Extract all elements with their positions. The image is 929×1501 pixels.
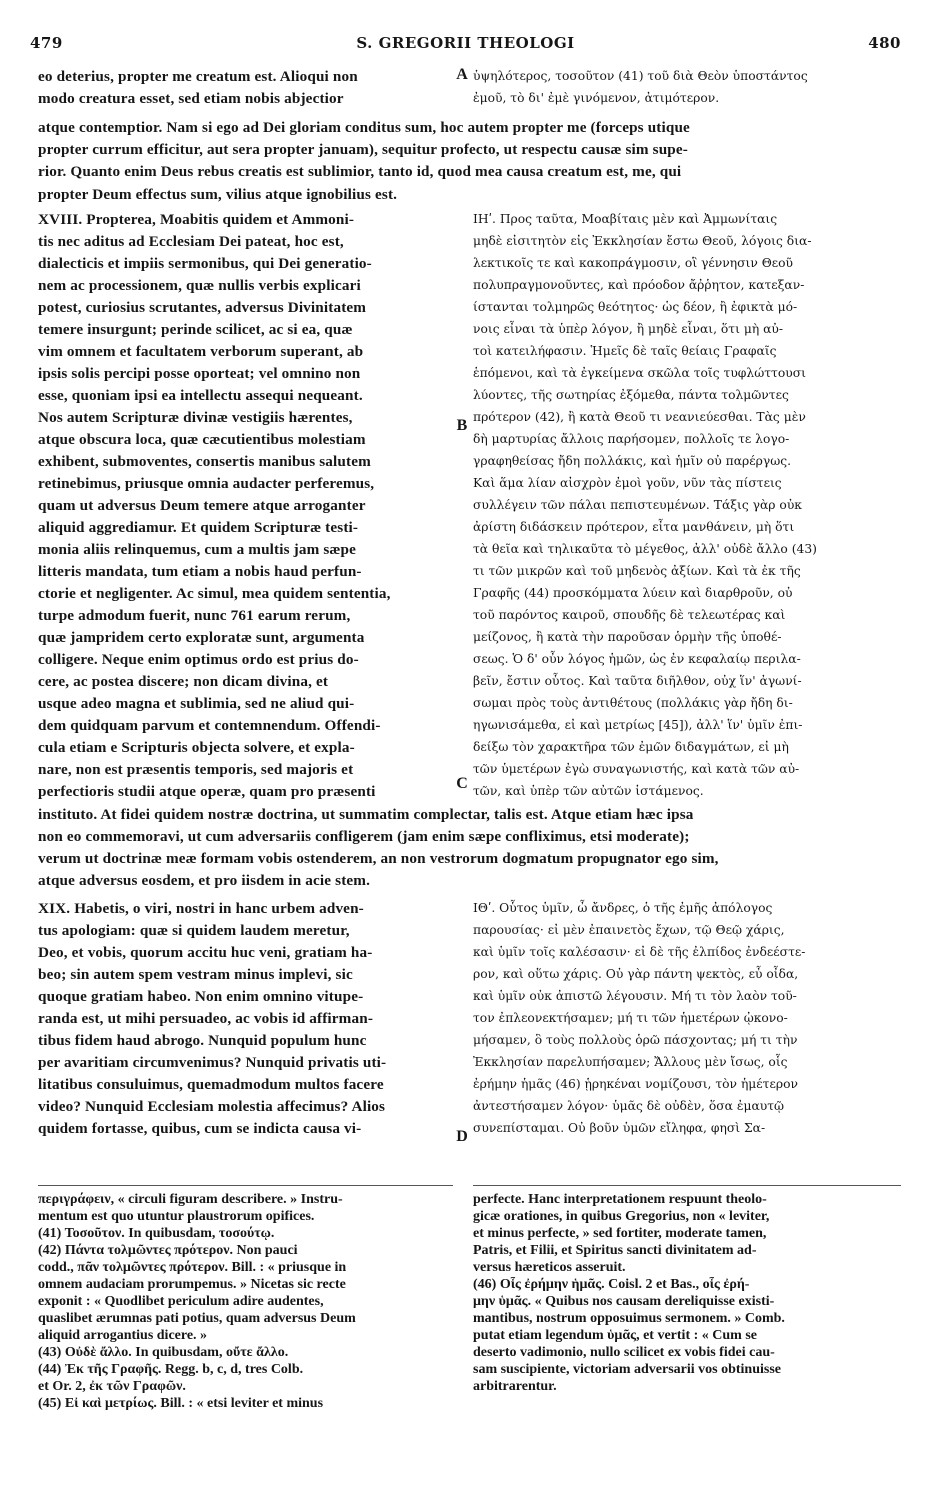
latin-line: ipsis solis percipi posse oporteat; vel omnino non bbox=[38, 365, 361, 382]
running-title: S. GREGORII THEOLOGI bbox=[356, 34, 575, 52]
latin-line: beo; sin autem spem vestram minus implevi, sic bbox=[38, 966, 353, 983]
footnote-line: sam suscipiente, victoriam adversarii vos obtinuisse bbox=[473, 1362, 781, 1377]
latin-line: quoque gratiam habeo. Non enim omnino vitupe- bbox=[38, 988, 364, 1005]
greek-line: τοῦ παρόντος καιροῦ, σπουδῆς δὲ τελεωτέρας καὶ bbox=[473, 608, 786, 622]
greek-line: καὶ ὑμῖν τοῖς καλέσασιν· εἰ δὲ τῆς ἐλπίδος ἐνδεέστε- bbox=[473, 945, 806, 959]
latin-line: rior. Quanto enim Deus rebus creatis est sublimior, tanto id, quod mea causa creatum est, me, qui bbox=[38, 163, 682, 180]
latin-line: perfectioris studii atque operæ, quam pro præsenti bbox=[38, 783, 376, 800]
greek-line: συλλέγειν τῶν πάλαι πεπιστευμένων. Τάξις γὰρ οὐκ bbox=[473, 498, 802, 512]
latin-line: vim omnem et facultatem verborum superant, ab bbox=[38, 343, 364, 360]
footnote-line: (45) Εἰ καὶ μετρίως. Bill. : « etsi leviter et minus bbox=[38, 1396, 324, 1411]
footnote-line: putat etiam legendum ὑμᾶς, et vertit : « Cum se bbox=[473, 1328, 757, 1343]
latin-line: instituto. At fidei quidem nostræ doctrina, ut summatim complectar, talis est. Atque etiam hæc ipsa bbox=[38, 806, 694, 823]
latin-line: nare, non est præsentis temporis, sed majoris et bbox=[38, 761, 354, 778]
latin-line: ctorie et negligenter. Ac simul, mea quidem sententia, bbox=[38, 585, 391, 602]
latin-line: quidem fortasse, quibus, cum se indicta causa vi- bbox=[38, 1120, 362, 1137]
footnote-line: μην ὑμᾶς. « Quibus nos causam dereliquisse existi- bbox=[473, 1294, 775, 1309]
greek-line: ὑψηλότερος, τοσοῦτον (41) τοῦ διὰ Θεὸν ὑποστάντος bbox=[473, 69, 808, 83]
latin-line: atque obscura loca, quæ cæcutientibus molestiam bbox=[38, 431, 366, 448]
greek-line: τι τῶν μικρῶν καὶ τοῦ μηδενὸς ἀξίων. Καὶ τὰ ἐκ τῆς bbox=[473, 564, 801, 578]
footnote-line: (43) Οὐδὲ ἄλλο. In quibusdam, οὔτε ἄλλο. bbox=[38, 1345, 289, 1360]
latin-line: usque adeo magna et sublimia, sed ne aliud qui- bbox=[38, 695, 355, 712]
greek-line: μήσαμεν, ὃ τοὺς πολλοὺς ὁρῶ πάσχοντας; μή τι τὴν bbox=[473, 1033, 798, 1047]
greek-line: Ἐκκλησίαν παρελυπήσαμεν; Ἄλλους μὲν ἴσως, οἷς bbox=[473, 1055, 788, 1069]
footnote-line: exponit : « Quodlibet periculum adire audentes, bbox=[38, 1294, 324, 1309]
latin-line: dem quidquam parvum et contemnendum. Offendi- bbox=[38, 717, 381, 734]
latin-line: cula etiam e Scripturis objecta solvere, et expla- bbox=[38, 739, 355, 756]
latin-line: exhibent, submoventes, consertis manibus salutem bbox=[38, 453, 371, 470]
latin-line: temere insurgunt; perinde scilicet, ac si ea, quæ bbox=[38, 321, 353, 338]
margin-letter-d: D bbox=[456, 1128, 468, 1145]
greek-line: ἐμοῦ, τὸ δι' ἐμὲ γινόμενον, ἀτιμότερον. bbox=[473, 91, 720, 105]
greek-line: ίστανται τολμηρῶς θεότητος· ὡς δέον, ἢ ἐφικτὰ μό- bbox=[473, 300, 798, 314]
latin-line: eo deterius, propter me creatum est. Alioqui non bbox=[38, 68, 358, 85]
greek-line: σεως. Ὁ δ' οὖν λόγος ἡμῶν, ὡς ἐν κεφαλαίῳ περιλα- bbox=[473, 652, 801, 666]
latin-line: Nos autem Scripturæ divinæ vestigiis hærentes, bbox=[38, 409, 353, 426]
footnote-line: (44) Ἐκ τῆς Γραφῆς. Regg. b, c, d, tres Colb. bbox=[38, 1362, 304, 1377]
greek-line: δείξω τὸν χαρακτῆρα τῶν ἐμῶν διδαγμάτων, εἰ μὴ bbox=[473, 740, 789, 754]
page-number-left: 479 bbox=[30, 34, 63, 52]
greek-line: μηδὲ εἰσιτητὸν εἰς Ἐκκλησίαν ἔστω Θεοῦ, λόγοις δια- bbox=[473, 234, 812, 248]
latin-line: cere, ac postea discere; non dicam divina, et bbox=[38, 673, 329, 690]
greek-line: Γραφῆς (44) προσκόμματα λύειν καὶ διαρθροῦν, οὐ bbox=[473, 586, 793, 600]
footnote-line: περιγράφειν, « circuli figuram describere. » Instru- bbox=[38, 1192, 343, 1207]
latin-line: potest, curiosius scrutantes, adversus Divinitatem bbox=[38, 299, 367, 316]
footnote-rule-left bbox=[38, 1185, 453, 1186]
margin-letter-c: C bbox=[456, 775, 468, 792]
greek-line: τῶν, καὶ ὑπὲρ τῶν αὐτῶν ἱστάμενος. bbox=[473, 784, 704, 798]
greek-line: τὰ θεῖα καὶ τηλικαῦτα τὸ μέγεθος, ἀλλ' οὐδὲ ἄλλο (43) bbox=[473, 542, 817, 556]
latin-line: tibus fidem haud abrogo. Nunquid populum hunc bbox=[38, 1032, 367, 1049]
greek-line: πρότερον (42), ἢ κατὰ Θεοῦ τι νεανιεύεσθαι. Τὰς μὲν bbox=[473, 410, 806, 424]
greek-line: καὶ ὑμῖν οὐκ ἀπιστῶ λέγουσιν. Μή τι τὸν λαὸν τοῦ- bbox=[473, 989, 797, 1003]
latin-line: Deo, et vobis, quorum accitu huc veni, gratiam ha- bbox=[38, 944, 373, 961]
latin-line: esse, quoniam ipsi ea intellectu assequi nequeant. bbox=[38, 387, 363, 404]
footnote-line: mentum est quo utuntur plaustrorum opifices. bbox=[38, 1209, 315, 1224]
footnote-line: omnem audaciam prorumpemus. » Nicetas sic recte bbox=[38, 1277, 346, 1292]
greek-line: ἀρίστη διδάσκειν πρότερον, εἶτα μανθάνειν, μὴ ὅτι bbox=[473, 520, 795, 534]
margin-letter-a: A bbox=[456, 66, 468, 83]
greek-line: ἑπόμενοι, καὶ τὰ ἐγκείμενα σκῶλα τοῖς τυφλώττουσι bbox=[473, 366, 806, 380]
latin-line bbox=[38, 1140, 453, 1161]
page-number-right: 480 bbox=[868, 34, 901, 52]
footnote-line: codd., πᾶν τολμῶντες πρότερον. Bill. : « priusque in bbox=[38, 1260, 347, 1275]
footnote-line: aliquid arrogantius dicere. » bbox=[38, 1328, 208, 1343]
latin-line: video? Nunquid Ecclesiam molestia affecimus? Alios bbox=[38, 1098, 386, 1115]
footnote-line: arbitrarentur. bbox=[473, 1379, 557, 1394]
latin-line: atque contemptior. Nam si ego ad Dei gloriam conditus sum, hoc autem propter me (forceps utique bbox=[38, 119, 690, 136]
greek-line: γραφηθείσας ἤδη πολλάκις, καὶ ἡμῖν οὐ παρέργως. bbox=[473, 454, 792, 468]
greek-line: ἀντεστήσαμεν λόγον· ὑμᾶς δὲ οὐδὲν, ὅσα ἐμαυτῷ bbox=[473, 1099, 785, 1113]
margin-letter-b: B bbox=[456, 417, 468, 434]
footnote-rule-right bbox=[473, 1185, 901, 1186]
latin-line: aliquid aggrediamur. Et quidem Scripturæ testi- bbox=[38, 519, 359, 536]
footnote-line: (46) Οἷς ἐρήμην ἡμᾶς. Coisl. 2 et Bas., οἷς ἐρή- bbox=[473, 1277, 750, 1292]
greek-line: δὴ μαρτυρίας ἄλλοις παρήσομεν, πολλοῖς τε λογο- bbox=[473, 432, 790, 446]
latin-line: nem ac processionem, quæ nullis verbis explicari bbox=[38, 277, 361, 294]
latin-line: litteris mandata, tum etiam a nobis haud perfun- bbox=[38, 563, 362, 580]
greek-line: νοις εἶναι τὰ ὑπὲρ λόγον, ἢ μηδὲ εἶναι, ὅτι μὴ αὐ- bbox=[473, 322, 784, 336]
latin-line: litatibus consuluimus, quemadmodum multos facere bbox=[38, 1076, 384, 1093]
latin-line: dialecticis et impiis sermonibus, qui Dei generatio- bbox=[38, 255, 372, 272]
latin-line: colligere. Neque enim optimus ordo est prius do- bbox=[38, 651, 359, 668]
greek-line: ηγωνισάμεθα, εἰ καὶ μετρίως [45]), ἀλλ' ἵν' ὑμῖν ἐπι- bbox=[473, 718, 803, 732]
greek-line: ρον, καὶ οὕτω χάρις. Οὐ γὰρ πάντη ψεκτὸς, εὖ οἶδα, bbox=[473, 967, 799, 981]
footnote-line: (42) Πάντα τολμῶντες πρότερον. Non pauci bbox=[38, 1243, 298, 1258]
greek-line: συνεπίσταμαι. Οὐ βοῦν ὑμῶν εἴληφα, φησὶ Σα- bbox=[473, 1121, 766, 1135]
latin-line: monia aliis relinquemus, cum a multis jam sæpe bbox=[38, 541, 356, 558]
greek-line: λύοντες, τῆς σωτηρίας ἐξόμεθα, πάντα τολμῶντες bbox=[473, 388, 789, 402]
latin-line: turpe admodum fuerit, nunc 761 earum rerum, bbox=[38, 607, 351, 624]
footnote-line: et Or. 2, ἐκ τῶν Γραφῶν. bbox=[38, 1379, 186, 1394]
latin-line: verum ut doctrinæ meæ formam vobis ostenderem, an non vestrorum dogmatum propugnator ego sim, bbox=[38, 850, 719, 867]
greek-line: ἐρήμην ἡμᾶς (46) ᾑρηκέναι νομίζουσι, τὸν ἡμέτερον bbox=[473, 1077, 798, 1091]
latin-line: propter currum efficitur, aut sera propter januam), sequitur profecto, ut respectu causæ sim supe- bbox=[38, 141, 688, 158]
footnote-line: Patris, et Filii, et Spiritus sancti divinitatem ad- bbox=[473, 1243, 757, 1258]
latin-line: randa est, ut mihi persuadeo, ac vobis id affirman- bbox=[38, 1010, 374, 1027]
footnote-line: versus hæreticos asseruit. bbox=[473, 1260, 626, 1275]
latin-line: tis nec aditus ad Ecclesiam Dei pateat, hoc est, bbox=[38, 233, 344, 250]
greek-line: τον ἐπλεονεκτήσαμεν; μή τι τῶν ἡμετέρων ᾠκονο- bbox=[473, 1011, 788, 1025]
greek-line: Καὶ ἅμα λίαν αἰσχρὸν ἐμοὶ γοῦν, νῦν τὰς πίστεις bbox=[473, 476, 782, 490]
greek-line: ΙΗʹ. Προς ταῦτα, Μοαβίταις μὲν καὶ Ἀμμωνίταις bbox=[473, 212, 778, 226]
latin-line: XVIII. Propterea, Moabitis quidem et Ammoni- bbox=[38, 211, 355, 228]
footnote-line: perfecte. Hanc interpretationem respuunt theolo- bbox=[473, 1192, 767, 1207]
greek-line: πολυπραγμονοῦντες, καὶ πρόοδον ἄῤῥητον, κατεξαν- bbox=[473, 278, 805, 292]
footnote-line: mantibus, nostrum opposuimus sermonem. » Comb. bbox=[473, 1311, 785, 1326]
latin-line: quam ut adversus Deum temere atque arroganter bbox=[38, 497, 366, 514]
footnote-line: (41) Τοσοῦτον. In quibusdam, τοσούτῳ. bbox=[38, 1226, 275, 1241]
greek-line: παρουσίας· εἰ μὲν ἐπαινετὸς ἔχων, τῷ Θεῷ χάρις, bbox=[473, 923, 785, 937]
footnote-line: deserto vadimonio, nullo scilicet ex vobis fidei cau- bbox=[473, 1345, 775, 1360]
greek-line: μείζονος, ἢ κατὰ τὴν παροῦσαν ὁρμὴν τῆς ὑποθέ- bbox=[473, 630, 782, 644]
latin-line: quæ jampridem certo exploratæ sunt, argumenta bbox=[38, 629, 365, 646]
latin-line: atque adversus eosdem, et pro iisdem in acie stem. bbox=[38, 872, 371, 889]
latin-line: propter Deum effectus sum, vilius atque ignobilius est. bbox=[38, 186, 398, 203]
greek-line: βεῖν, ἔστιν οὗτος. Καὶ ταῦτα διῆλθον, οὐχ ἵν' ἀγωνί- bbox=[473, 674, 802, 688]
greek-line: λεκτικοῖς τε καὶ κακοπράγμοσιν, οἳ γέννησιν Θεοῦ bbox=[473, 256, 794, 270]
latin-line: XIX. Habetis, o viri, nostri in hanc urbem adven- bbox=[38, 900, 364, 917]
greek-line: τῶν ὑμετέρων ἐγὼ συναγωνιστής, καὶ κατὰ τῶν αὐ- bbox=[473, 762, 800, 776]
latin-line: retinebimus, priusque omnia audacter perferemus, bbox=[38, 475, 375, 492]
latin-line: per avaritiam circumvenimus? Nunquid privatis uti- bbox=[38, 1054, 387, 1071]
latin-line: tus apologiam: quæ si quidem laudem meretur, bbox=[38, 922, 350, 939]
greek-line: σωμαι πρὸς τοὺς ἀντιθέτους (πολλάκις γὰρ ἤδη δι- bbox=[473, 696, 793, 710]
footnote-line: gicæ orationes, in quibus Gregorius, non « leviter, bbox=[473, 1209, 770, 1224]
footnote-line: quaslibet ærumnas pati potius, quam adversus Deum bbox=[38, 1311, 356, 1326]
page-header bbox=[30, 34, 901, 56]
greek-line: ΙΘʹ. Οὗτος ὑμῖν, ὦ ἄνδρες, ὁ τῆς ἐμῆς ἀπόλογος bbox=[473, 901, 773, 915]
latin-line: modo creatura esset, sed etiam nobis abjectior bbox=[38, 90, 344, 107]
footnote-line: et minus perfecte, » sed fortiter, moderate tamen, bbox=[473, 1226, 767, 1241]
latin-line: non eo commemoravi, ut cum adversariis confligerem (jam enim sæpe confliximus, etsi moderate); bbox=[38, 828, 690, 845]
greek-line: τοὶ κατειλήφασιν. Ἡμεῖς δὲ ταῖς θείαις Γραφαῖς bbox=[473, 344, 777, 358]
greek-line bbox=[473, 1140, 901, 1161]
